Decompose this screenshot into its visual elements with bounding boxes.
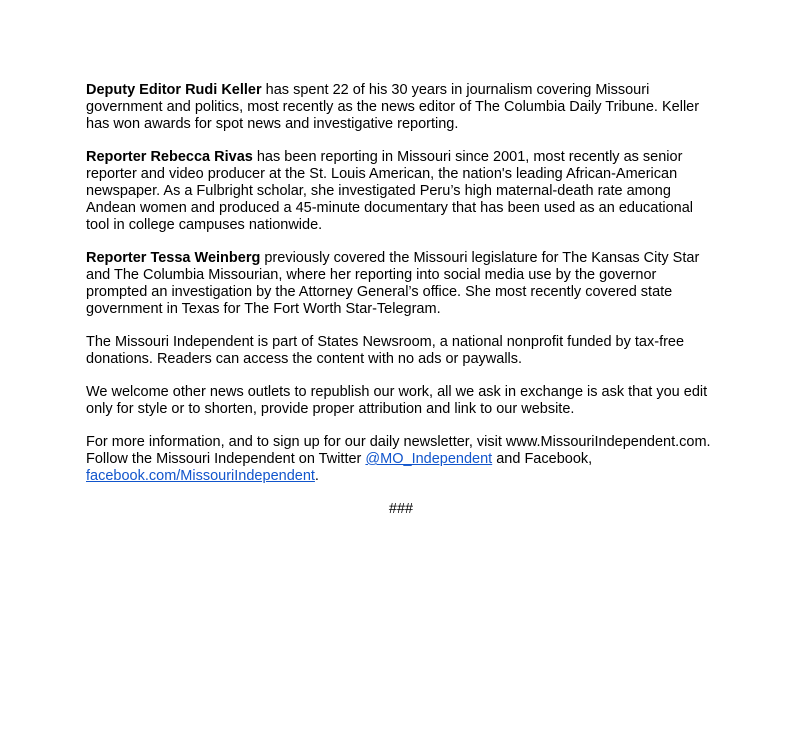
end-mark: ### bbox=[388, 501, 414, 517]
twitter-link[interactable]: @MO_Independent bbox=[365, 451, 493, 467]
rivas-name: Reporter Rebecca Rivas bbox=[86, 149, 253, 165]
paragraph-more-info bbox=[86, 434, 716, 485]
weinberg-name: Reporter Tessa Weinberg bbox=[86, 250, 261, 266]
keller-name: Deputy Editor Rudi Keller bbox=[86, 82, 262, 98]
more-info-text: For more information, and to sign up for our daily newsletter, visit www.MissouriIndependent.com. Follow the Missouri Independent on Twitter bbox=[86, 434, 711, 467]
keller-bio: has spent 22 of his 30 years in journalism covering Missouri government and politics, most recently as the news editor of The Columbia Daily Tribune. Keller has won awards for spot news and investigative reporting. bbox=[86, 82, 700, 132]
paragraph-republish: We welcome other news outlets to republish our work, all we ask in exchange is ask that you edit only for style or to shorten, provide proper attribution and link to our website. bbox=[86, 384, 708, 417]
paragraph-rivas bbox=[86, 149, 716, 234]
weinberg-bio: previously covered the Missouri legislature for The Kansas City Star and The Columbia Missourian, where her reporting into social media use by the governor prompted an investigation by the Attorney General’s office. She most recently covered state government in Texas for The Fort Worth Star-Telegram. bbox=[86, 250, 700, 317]
paragraph-keller bbox=[86, 82, 716, 133]
more-info-text-end: . bbox=[314, 468, 319, 484]
press-release-body bbox=[86, 82, 716, 534]
paragraph-weinberg bbox=[86, 250, 716, 318]
rivas-bio: has been reporting in Missouri since 2001, most recently as senior reporter and video producer at the St. Louis American, the nation's leading African-American newspaper. As a Fulbright scholar, she investigated Peru’s high maternal-death rate among Andean women and produced a 45-minute documentary that has been used as an educational tool in college campuses nationwide. bbox=[86, 149, 694, 233]
facebook-link[interactable]: facebook.com/MissouriIndependent bbox=[86, 468, 315, 484]
more-info-text-middle: and Facebook, bbox=[492, 451, 593, 467]
paragraph-states-newsroom: The Missouri Independent is part of States Newsroom, a national nonprofit funded by tax-free donations. Readers can access the content with no ads or paywalls. bbox=[86, 334, 685, 367]
